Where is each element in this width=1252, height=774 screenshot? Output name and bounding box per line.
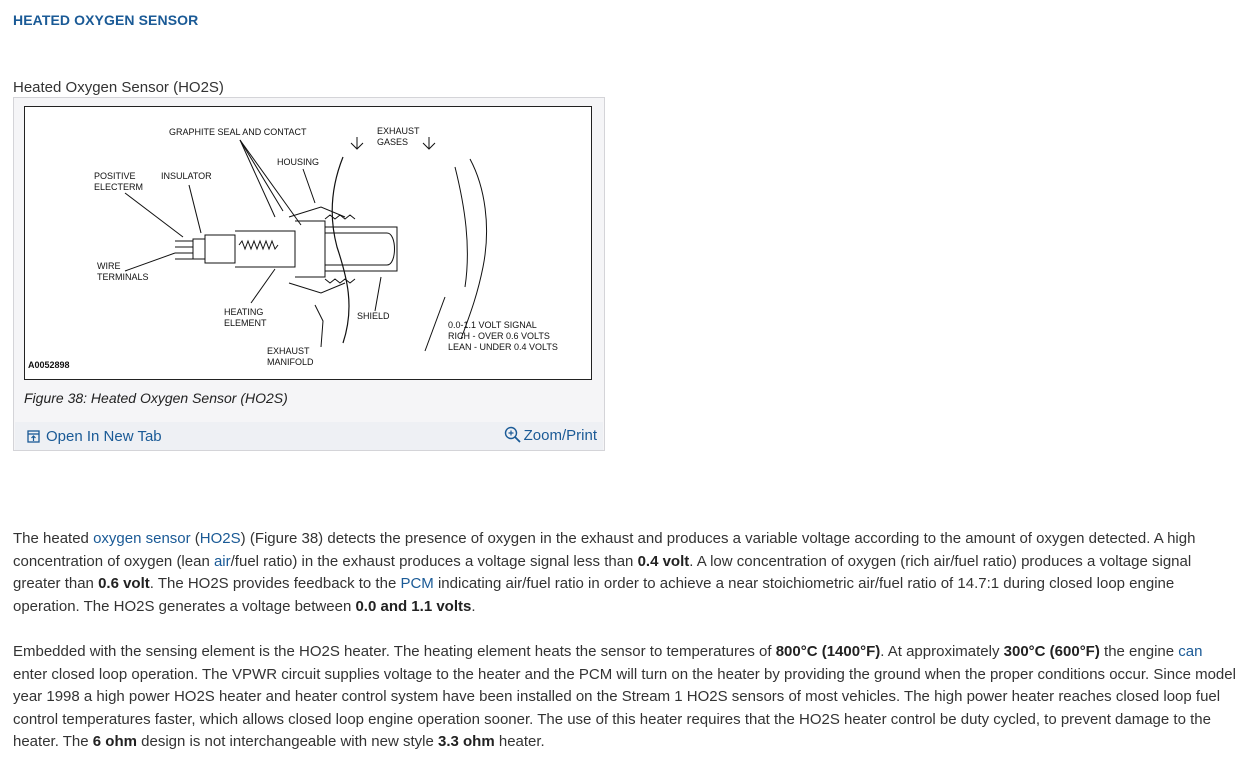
link-pcm[interactable]: PCM [400,575,434,592]
link-can[interactable]: can [1178,643,1203,660]
label-exhaust-gases-2: GASES [377,137,409,147]
text: . [471,597,476,615]
label-manifold-1: EXHAUST [267,346,310,356]
value-heater-temp: 800°C (1400°F) [775,643,881,660]
value-lean-voltage: 0.4 volt [637,552,690,570]
link-oxygen-sensor[interactable]: oxygen sensor [93,530,191,547]
label-heating-1: HEATING [224,307,264,317]
text: heater. [494,733,545,750]
label-shield: SHIELD [357,311,390,321]
value-voltage-range: 0.0 and 1.1 volts [355,597,472,615]
label-wire-1: WIRE [97,261,121,271]
open-in-new-tab-label: Open In New Tab [46,428,162,445]
text: ( [190,530,200,547]
label-positive-2: ELECTERM [94,182,144,192]
label-manifold-2: MANIFOLD [267,357,314,367]
description-paragraph-2 [13,641,1239,754]
text: design is not interchangeable with new style [136,733,438,750]
figure-container [13,97,605,451]
open-new-tab-icon [27,430,40,443]
link-ho2s[interactable]: HO2S [199,530,241,547]
open-in-new-tab-link[interactable] [27,428,162,445]
value-6-ohm: 6 ohm [92,733,137,750]
text: the engine [1099,643,1179,660]
text: . A low concentration of oxygen (rich air/fuel ratio) produces a voltage signal greater than [13,552,1192,592]
text: Embedded with the sensing element is the HO2S heater. The heating element heats the sensor to temperatures of [13,643,776,660]
figure-heading: Heated Oxygen Sensor (HO2S) [13,79,224,96]
label-insulator: INSULATOR [161,171,212,181]
label-positive-1: POSITIVE [94,171,136,181]
sensor-diagram [24,106,592,380]
text: /fuel ratio) in the exhaust produces a voltage signal less than [230,552,638,570]
text: . The HO2S provides feedback to the [149,575,401,592]
text: . At approximately [880,643,1004,660]
text: indicating air/fuel ratio in order to achieve a near stoichiometric air/fuel ratio of 14.7:1 during closed loop engine operation. The HO2S generates a voltage between [13,575,1175,615]
description-paragraph-1 [13,528,1239,618]
text: The heated [13,530,94,547]
zoom-print-label: Zoom/Print [523,426,597,444]
zoom-print-link[interactable] [504,426,597,444]
text: ) (Figure 38) detects the presence of oxygen in the exhaust and produces a variable voltage according to the amount of oxygen detected. A high concentration of oxygen (lean [13,530,1196,570]
label-exhaust-gases-1: EXHAUST [377,126,420,136]
page-title: HEATED OXYGEN SENSOR [13,12,199,28]
label-signal-3: LEAN - UNDER 0.4 VOLTS [448,342,558,352]
value-rich-voltage: 0.6 volt [98,575,150,592]
sensor-diagram-drawing [25,107,591,379]
label-heating-2: ELEMENT [224,318,267,328]
label-wire-2: TERMINALS [97,272,149,282]
label-housing: HOUSING [277,157,320,167]
figure-actions-bar [15,422,603,450]
value-closed-loop-temp: 300°C (600°F) [1003,643,1100,660]
figure-caption: Figure 38: Heated Oxygen Sensor (HO2S) [24,390,288,406]
link-air[interactable]: air [213,552,231,570]
zoom-in-icon [504,426,522,444]
label-figure-id: A0052898 [28,360,70,370]
label-signal-2: RICH - OVER 0.6 VOLTS [448,331,550,341]
label-signal-1: 0.0-1.1 VOLT SIGNAL [448,320,537,330]
text: enter closed loop operation. The VPWR circuit supplies voltage to the heater and the PCM will turn on the heater by providing the ground when the proper conditions occur. Since model year 1998 a high power HO2S heater and heater control system have been installed on the Stream 1 HO2S sensors of most vehicles. The high power heater reaches closed loop fuel control temperatures faster, which allows closed loop engine operation sooner. The use of this heater requires that the HO2S heater control be duty cycled, to prevent damage to the heater. The [13,665,1236,750]
value-3-3-ohm: 3.3 ohm [438,733,495,750]
label-graphite-seal: GRAPHITE SEAL AND CONTACT [169,127,307,137]
